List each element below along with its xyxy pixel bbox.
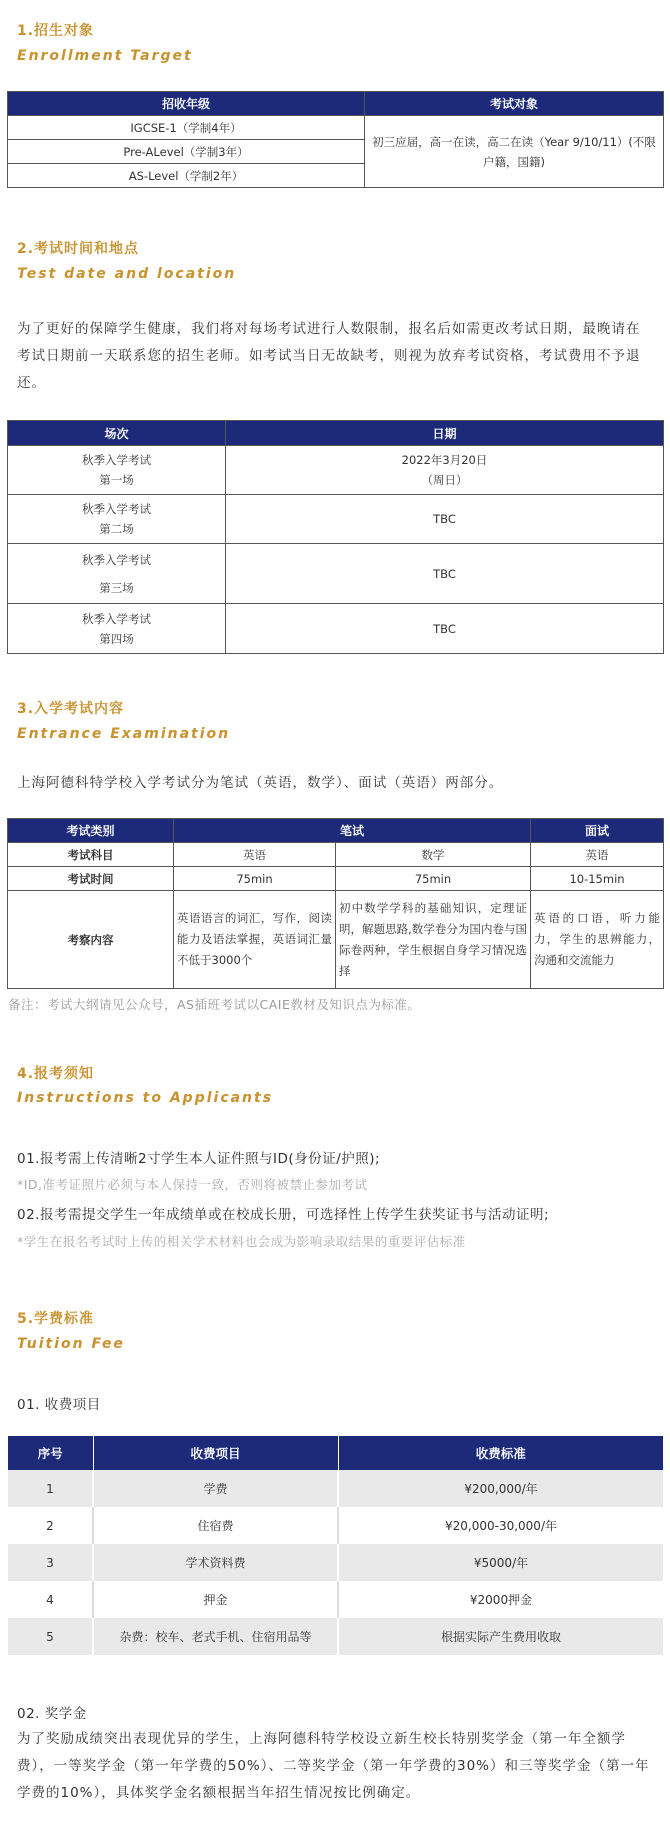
session-cell (8, 495, 226, 544)
time-cell: 10-15min (531, 867, 664, 891)
enrollment-table (7, 91, 664, 188)
session-cell (8, 544, 226, 604)
session-name: 第四场 (99, 631, 134, 646)
date-value: 2022年3月20日 (401, 453, 488, 467)
header-target: 考试对象 (365, 92, 664, 116)
subject-label: 考试科目 (8, 843, 174, 867)
header-no: 序号 (8, 1436, 93, 1470)
section-1-title: 1.招生对象 (17, 23, 95, 39)
date-weekday: （周日） (421, 473, 468, 487)
exam-content-table (7, 818, 664, 989)
section-5-subtitle: Tuition Fee (17, 1336, 125, 1352)
fee-item: 住宿费 (93, 1507, 338, 1544)
fee-no: 3 (8, 1544, 93, 1581)
fee-standard: ¥5000/年 (338, 1544, 663, 1581)
session-type: 秋季入学考试 (82, 502, 151, 516)
exam-content-paragraph: 上海阿德科特学校入学考试分为笔试（英语，数学）、面试（英语）两部分。 (17, 775, 504, 791)
session-cell (8, 604, 226, 654)
content-cell: 初中数学学科的基础知识，定理证明，解题思路,数学卷分为国内卷与国际卷两种，学生根据自身学习情况选择 (336, 891, 531, 989)
subject-cell: 数学 (336, 843, 531, 867)
grade-cell: IGCSE-1（学制4年） (8, 116, 365, 140)
content-cell: 英语语言的词汇，写作，阅读能力及语法掌握，英语词汇量不低于3000个 (174, 891, 336, 989)
time-cell: 75min (336, 867, 531, 891)
header-grade: 招收年级 (8, 92, 365, 116)
content-label: 考察内容 (8, 891, 174, 989)
fee-standard: 根据实际产生费用收取 (338, 1618, 663, 1655)
scholarship-heading: 02. 奖学金 (17, 1706, 87, 1722)
section-2-subtitle: Test date and location (17, 266, 237, 282)
time-cell: 75min (174, 867, 336, 891)
session-cell (8, 446, 226, 495)
date-cell: TBC (226, 604, 664, 654)
fee-no: 2 (8, 1507, 93, 1544)
section-4-subtitle: Instructions to Applicants (17, 1090, 274, 1106)
date-cell: TBC (226, 544, 664, 604)
date-cell: TBC (226, 495, 664, 544)
fee-no: 1 (8, 1470, 93, 1507)
header-category: 考试类别 (8, 819, 174, 843)
fee-no: 5 (8, 1618, 93, 1655)
header-interview: 面试 (531, 819, 664, 843)
section-4-title: 4.报考须知 (17, 1066, 95, 1082)
instruction-2: 02.报考需提交学生一年成绩单或在校成长册，可选择性上传学生获奖证书与活动证明; (17, 1207, 550, 1223)
subject-cell: 英语 (174, 843, 336, 867)
fee-item: 学费 (93, 1470, 338, 1507)
target-cell: 初三应届，高一在读，高二在读（Year 9/10/11）(不限户籍，国籍) (365, 116, 664, 188)
fee-standard: ¥200,000/年 (338, 1470, 663, 1507)
subject-cell: 英语 (531, 843, 664, 867)
grade-cell: AS-Level（学制2年） (8, 164, 365, 188)
header-session: 场次 (8, 421, 226, 446)
section-3-subtitle: Entrance Examination (17, 726, 231, 742)
fee-item: 押金 (93, 1581, 338, 1618)
header-date: 日期 (226, 421, 664, 446)
fee-table (8, 1436, 663, 1655)
fee-items-heading: 01. 收费项目 (17, 1397, 101, 1413)
instruction-1: 01.报考需上传清晰2寸学生本人证件照与ID(身份证/护照); (17, 1151, 381, 1167)
session-name: 第三场 (99, 580, 134, 595)
section-1-subtitle: Enrollment Target (17, 48, 193, 64)
fee-item: 学术资料费 (93, 1544, 338, 1581)
section-3-title: 3.入学考试内容 (17, 701, 125, 717)
section-5-title: 5.学费标准 (17, 1311, 95, 1327)
content-cell: 英语的口语，听力能力，学生的思辨能力，沟通和交流能力 (531, 891, 664, 989)
header-standard: 收费标准 (338, 1436, 663, 1470)
header-written: 笔试 (174, 819, 531, 843)
fee-standard: ¥20,000-30,000/年 (338, 1507, 663, 1544)
date-cell (226, 446, 664, 495)
session-type: 秋季入学考试 (82, 552, 151, 567)
session-type: 秋季入学考试 (82, 453, 151, 467)
session-name: 第一场 (99, 473, 134, 487)
section-2-title: 2.考试时间和地点 (17, 241, 140, 257)
exam-schedule-table (7, 420, 664, 654)
scholarship-paragraph: 为了奖励成绩突出表现优异的学生，上海阿德科特学校设立新生校长特别奖学金（第一年全额学费），一等奖学金（第一年学费的50%）、二等奖学金（第一年学费的30%）和三等奖学金（第一年学费的10%），具体奖学金名额根据当年招生情况按比例确定。 (17, 1731, 650, 1801)
exam-notice-paragraph: 为了更好的保障学生健康，我们将对每场考试进行人数限制，报名后如需更改考试日期，最晚请在考试日期前一天联系您的招生老师。如考试当日无故缺考，则视为放弃考试资格，考试费用不予退还。 (17, 321, 641, 391)
time-label: 考试时间 (8, 867, 174, 891)
grade-cell: Pre-ALevel（学制3年） (8, 140, 365, 164)
fee-standard: ¥2000押金 (338, 1581, 663, 1618)
instruction-1-note: *ID,准考证照片必须与本人保持一致，否则将被禁止参加考试 (17, 1177, 368, 1192)
fee-item: 杂费：校车、老式手机、住宿用品等 (93, 1618, 338, 1655)
exam-note: 备注：考试大纲请见公众号，AS插班考试以CAIE教材及知识点为标准。 (8, 997, 421, 1012)
session-type: 秋季入学考试 (82, 611, 151, 626)
session-name: 第二场 (99, 522, 134, 536)
fee-no: 4 (8, 1581, 93, 1618)
instruction-2-note: *学生在报名考试时上传的相关学术材料也会成为影响录取结果的重要评估标准 (17, 1234, 466, 1249)
header-item: 收费项目 (93, 1436, 338, 1470)
